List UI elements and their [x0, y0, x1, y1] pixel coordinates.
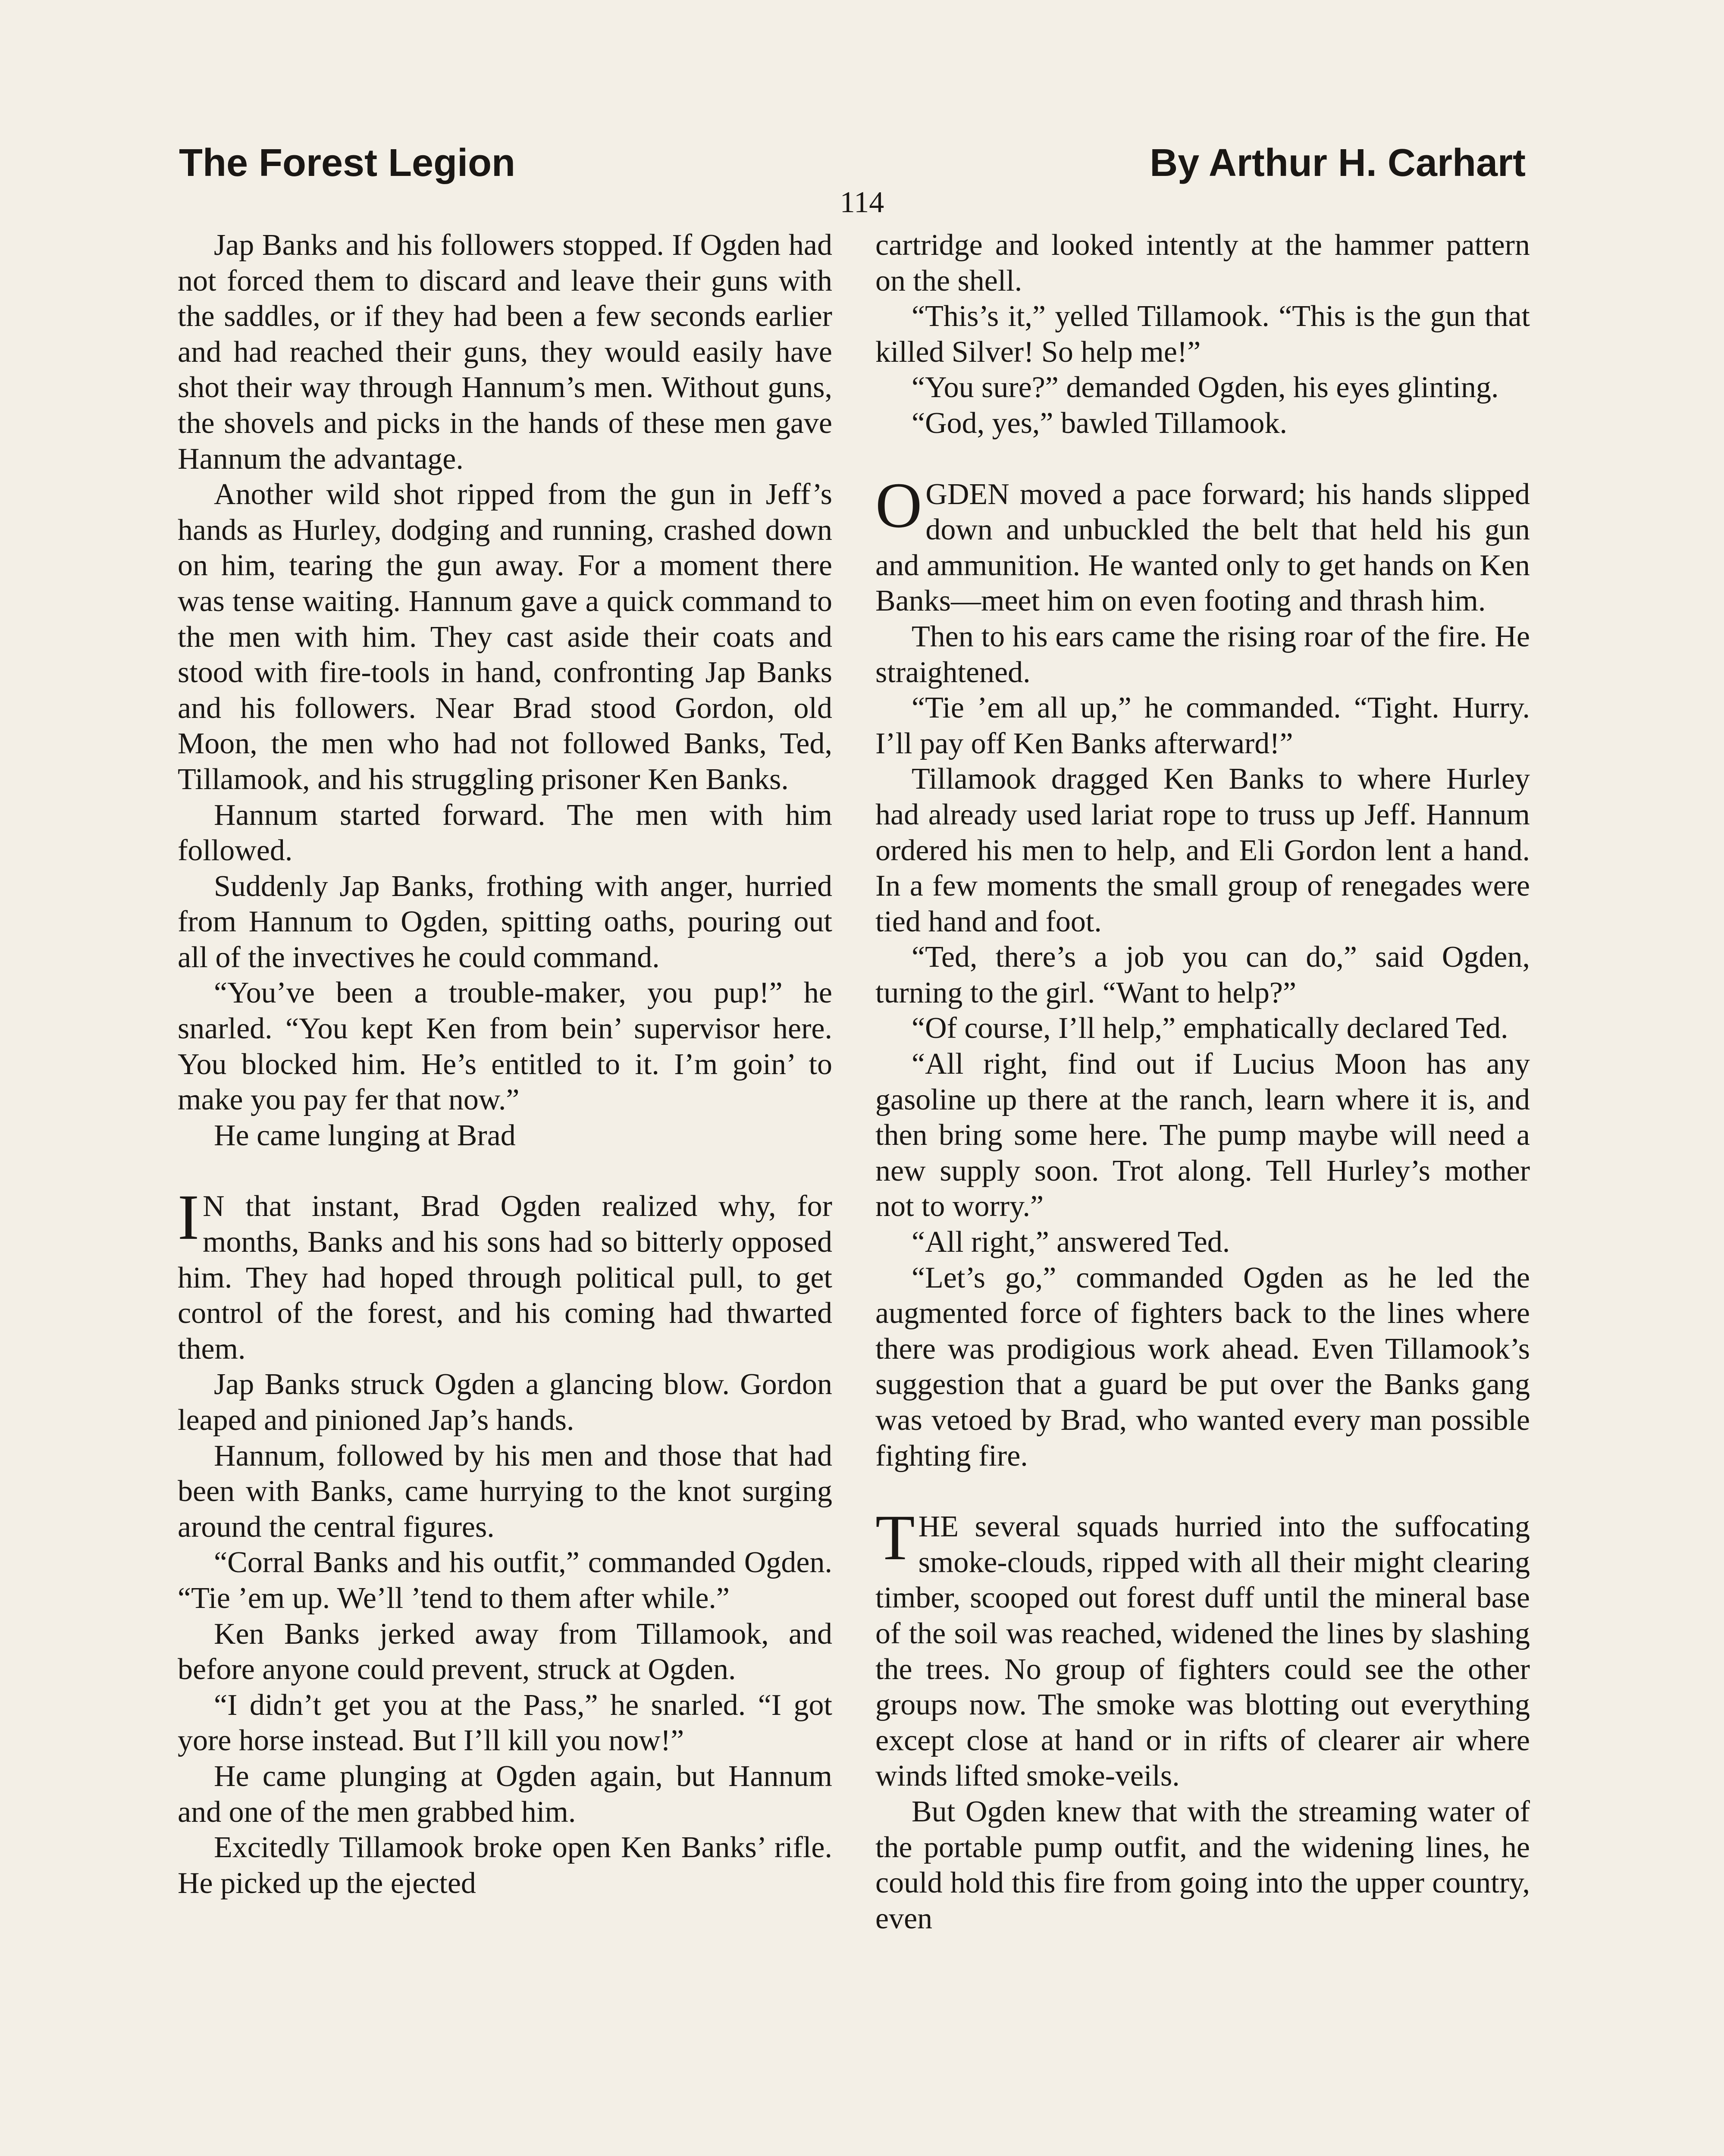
paragraph: [875, 370, 1530, 406]
paragraph: [178, 1367, 832, 1438]
paragraph: [875, 299, 1530, 370]
paragraph: [178, 1438, 832, 1545]
paragraph: [178, 1688, 832, 1759]
paragraph-text: “God, yes,” bawled Tillamook.: [912, 406, 1288, 440]
page-number: 114: [840, 186, 884, 219]
paragraph-text: But Ogden knew that with the streaming water of the portable pump outfit, and the widening lines, he could hold this fire from going into the upper country, even: [875, 1795, 1530, 1935]
paragraph-text: cartridge and looked intently at the hammer pattern on the shell.: [875, 229, 1530, 298]
paragraph: [178, 869, 832, 976]
drop-cap: T: [875, 1502, 915, 1574]
paragraph-text: “I didn’t get you at the Pass,” he snarled. “I got yore horse instead. But I’ll kill you now!”: [178, 1688, 832, 1758]
paragraph-text: Suddenly Jap Banks, frothing with anger, hurried from Hannum to Ogden, spitting oaths, pouring out all of the invectives he could command.: [178, 869, 832, 974]
paragraph: [178, 798, 832, 869]
paragraph: [875, 1047, 1530, 1225]
paragraph: [875, 619, 1530, 690]
paragraph: [875, 761, 1530, 940]
paragraph-text: Jap Banks and his followers stopped. If Ogden had not forced them to discard and leave their guns with the saddles, or if they had been a few seconds earlier and had reached their guns, they would easily have shot their way through Hannum’s men. Without guns, the shovels and picks in the hands of these men gave Hannum the advantage.: [178, 229, 832, 476]
paragraph-text: Jap Banks struck Ogden a glancing blow. Gordon leaped and pinioned Jap’s hands.: [178, 1368, 832, 1437]
paragraph: [875, 1502, 1530, 1794]
paragraph: [178, 1181, 832, 1367]
paragraph: [178, 228, 832, 477]
text-column-left: [178, 228, 832, 1901]
drop-cap: I: [178, 1181, 199, 1253]
paragraph: [178, 975, 832, 1118]
paragraph-text: “All right, find out if Lucius Moon has any gasoline up there at the ranch, learn where it is, and then bring some here. The pump maybe will need a new supply soon. Trot along. Tell Hurley’s mother not to worry.”: [875, 1047, 1530, 1223]
paragraph: [178, 477, 832, 797]
paragraph-text: “This’s it,” yelled Tillamook. “This is the gun that killed Silver! So help me!”: [875, 300, 1530, 369]
text-column-right: [875, 228, 1530, 1937]
paragraph: [178, 1617, 832, 1688]
paragraph: [875, 1794, 1530, 1937]
paragraph: [875, 1225, 1530, 1260]
paragraph-text: “Of course, I’ll help,” emphatically declared Ted.: [912, 1012, 1508, 1045]
paragraph-text: Excitedly Tillamook broke open Ken Banks’ rifle. He picked up the ejected: [178, 1831, 832, 1900]
paragraph-text: Hannum, followed by his men and those that had been with Banks, came hurrying to the knot surging around the central figures.: [178, 1439, 832, 1544]
paragraph: [875, 469, 1530, 619]
paragraph-text: Tillamook dragged Ken Banks to where Hurley had already used lariat rope to truss up Jeff. Hannum ordered his men to help, and Eli Gordon lent a hand. In a few moments the small group of renegades were tied hand and foot.: [875, 762, 1530, 938]
paragraph: [178, 1118, 832, 1154]
paragraph: [875, 690, 1530, 761]
paragraph-text: He came plunging at Ogden again, but Hannum and one of the men grabbed him.: [178, 1759, 832, 1829]
paragraph-text: Another wild shot ripped from the gun in Jeff’s hands as Hurley, dodging and running, crashed down on him, tearing the gun away. For a moment there was tense waiting. Hannum gave a quick command to the men with him. They cast aside their coats and stood with fire-tools in hand, confronting Jap Banks and his followers. Near Brad stood Gordon, old Moon, the men who had not followed Banks, Ted, Tillamook, and his struggling prisoner Ken Banks.: [178, 478, 832, 796]
paragraph-text: “Let’s go,” commanded Ogden as he led the augmented force of fighters back to the lines where there was prodigious work ahead. Even Tillamook’s suggestion that a guard be put over the Banks gang was vetoed by Brad, who wanted every man possible fighting fire.: [875, 1261, 1530, 1473]
paragraph: [178, 1830, 832, 1901]
paragraph: [178, 1759, 832, 1830]
paragraph: [875, 406, 1530, 442]
paragraph-text: Then to his ears came the rising roar of the fire. He straightened.: [875, 620, 1530, 689]
paragraph-text: “You sure?” demanded Ogden, his eyes glinting.: [912, 371, 1499, 404]
paragraph-text: He came lunging at Brad: [214, 1119, 516, 1152]
story-author: By Arthur H. Carhart: [1150, 141, 1526, 185]
paragraph-text: “Ted, there’s a job you can do,” said Ogden, turning to the girl. “Want to help?”: [875, 940, 1530, 1009]
paragraph: [875, 1260, 1530, 1474]
drop-cap: O: [875, 469, 922, 541]
paragraph: [875, 228, 1530, 299]
paragraph-text: HE several squads hurried into the suffocating smoke-clouds, ripped with all their might clearing timber, scooped out forest duff until the mineral base of the soil was reached, widened the lines by slashing the trees. No group of fighters could see the other groups now. The smoke was blotting out everything except close at hand or in rifts of clearer air where winds lifted smoke-veils.: [875, 1510, 1530, 1793]
paragraph-text: N that instant, Brad Ogden realized why, for months, Banks and his sons had so bitterly opposed him. They had hoped through political pull, to get control of the forest, and his coming had thwarted them.: [178, 1190, 832, 1366]
paragraph-text: Ken Banks jerked away from Tillamook, and before anyone could prevent, struck at Ogden.: [178, 1617, 832, 1686]
paragraph: [875, 940, 1530, 1011]
paragraph: [875, 1011, 1530, 1047]
paragraph-text: “Tie ’em all up,” he commanded. “Tight. Hurry. I’ll pay off Ken Banks afterward!”: [875, 691, 1530, 760]
paragraph-text: “All right,” answered Ted.: [912, 1225, 1230, 1259]
paragraph: [178, 1545, 832, 1616]
paragraph-text: “You’ve been a trouble-maker, you pup!” he snarled. “You kept Ken from bein’ supervisor here. You blocked him. He’s entitled to it. I’m goin’ to make you pay fer that now.”: [178, 976, 832, 1117]
paragraph-text: “Corral Banks and his outfit,” commanded Ogden. “Tie ’em up. We’ll ’tend to them after while.”: [178, 1546, 832, 1615]
story-title: The Forest Legion: [179, 141, 516, 185]
paragraph-text: Hannum started forward. The men with him followed.: [178, 798, 832, 868]
paragraph-text: GDEN moved a pace forward; his hands slipped down and unbuckled the belt that held his gun and ammunition. He wanted only to get hands on Ken Banks—meet him on even footing and thrash him.: [875, 477, 1530, 618]
